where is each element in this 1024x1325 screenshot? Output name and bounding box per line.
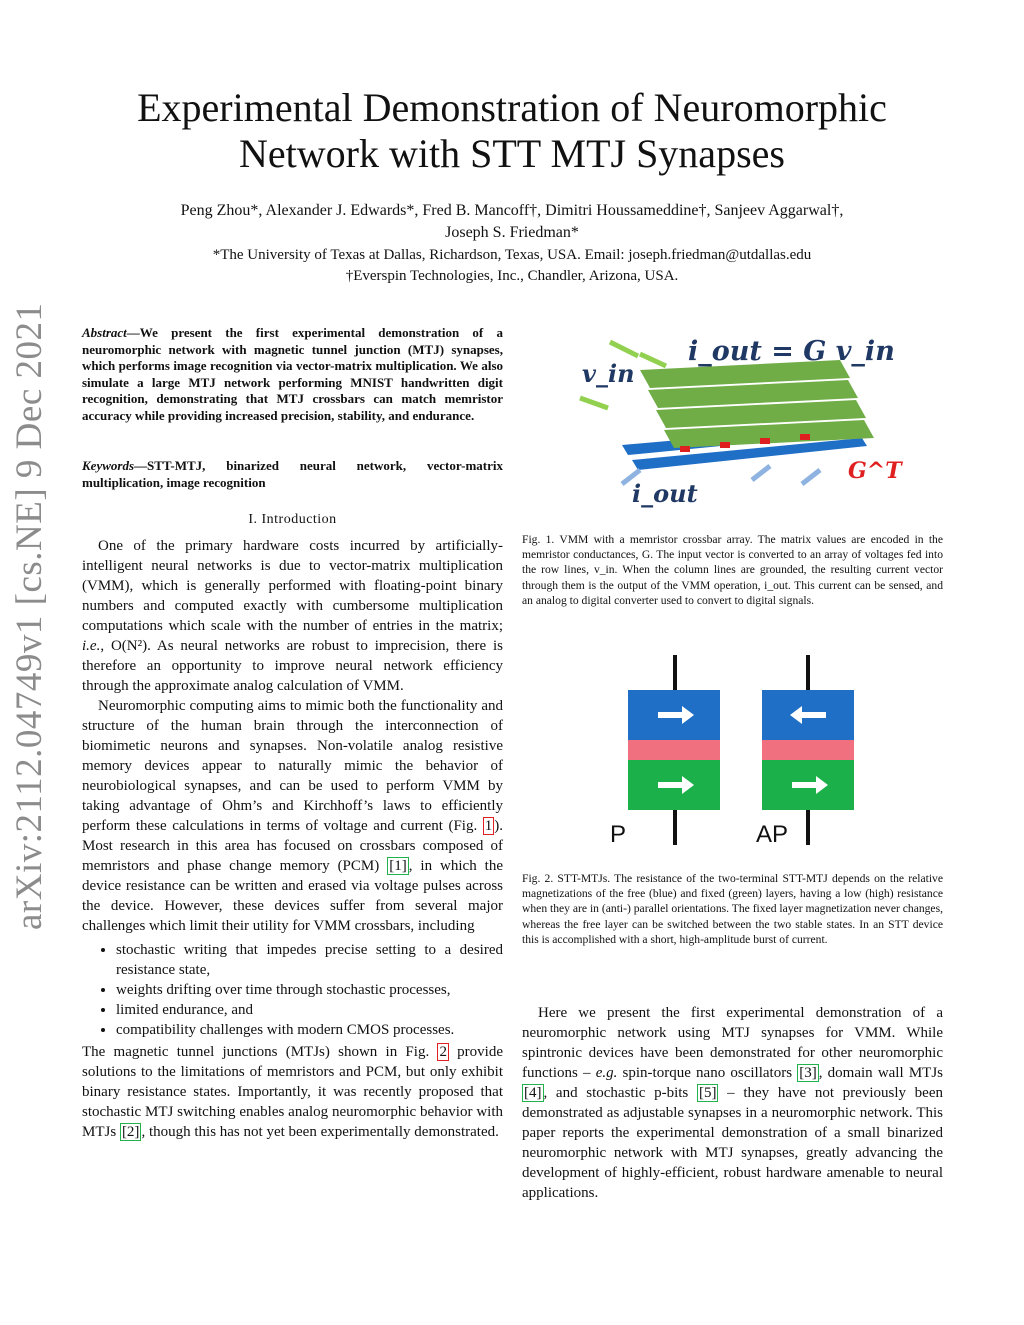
arrow-icon bbox=[580, 398, 608, 408]
label-ap: AP bbox=[756, 821, 789, 848]
intro-p1-text-b: , O(N²). As neural networks are robust to imprecision, there is therefore an opportunity to improve neural network efficiency through the approximate analog calculation of VMM. bbox=[82, 638, 503, 694]
abstract bbox=[82, 325, 503, 425]
authors-line-1: Peng Zhou*, Alexander J. Edwards*, Fred B. Mancoff†, Dimitri Houssameddine†, Sanjeev Aggarwal†, bbox=[180, 202, 844, 219]
arrow-icon bbox=[802, 470, 820, 484]
figure-2-stt-mtj-diagram bbox=[600, 650, 880, 855]
keywords-text: —STT-MTJ, binarized neural network, vector-matrix multiplication, image recognition bbox=[82, 458, 503, 490]
intro-paragraph-3 bbox=[82, 1042, 503, 1142]
arrow-icon bbox=[752, 466, 770, 480]
paper-title bbox=[100, 85, 924, 177]
fig1-reference-link[interactable]: 1 bbox=[484, 818, 493, 834]
label-p: P bbox=[610, 821, 627, 848]
figure-1-crossbar-diagram bbox=[570, 320, 902, 530]
mtj-antiparallel bbox=[756, 655, 854, 848]
citation-5-link[interactable]: [5] bbox=[698, 1085, 717, 1101]
title-line-1: Experimental Demonstration of Neuromorphic bbox=[137, 85, 887, 130]
list-item: • limited endurance, and bbox=[116, 1000, 503, 1020]
section-heading-introduction: I. Introduction bbox=[248, 512, 337, 527]
intro-p2-text-a: Neuromorphic computing aims to mimic both the functionality and structure of the human brain through the interconnection of biomimetic neurons and synapses. Non-volatile analog resistive memory devices appear to naturally mimic the behavior of neurobiological synapses, and can be used to perform VMM by taking advantage of Ohm’s and Kirchhoff’s laws to efficiently perform these calculations in terms of voltage and current (Fig. bbox=[82, 698, 503, 834]
right-p1-text-d: , and stochastic p-bits bbox=[543, 1085, 697, 1101]
introduction-body bbox=[82, 536, 503, 1142]
arxiv-identifier: arXiv:2112.04749v1 [cs.NE] 9 Dec 2021 bbox=[9, 302, 50, 930]
memristor bbox=[720, 442, 730, 448]
keywords-label: Keywords bbox=[82, 458, 134, 473]
memristor bbox=[760, 438, 770, 444]
citation-2-link[interactable]: [2] bbox=[121, 1124, 140, 1140]
arrow-icon bbox=[610, 342, 638, 356]
right-p1-text-e: – they have not previously been demonstrated as adjustable synapses in a neuromorphic network. This paper reports the experimental demonstration of a small binarized neuromorphic network with MTJ synapses, greatly advancing the development of highly-efficient, robust hardware amenable to neural applications. bbox=[522, 1085, 943, 1201]
fig1-iout-label: i_out bbox=[632, 479, 698, 508]
fig1-equation: i_out = G v_in bbox=[688, 336, 895, 367]
abstract-text: —We present the first experimental demonstration of a neuromorphic network with magnetic tunnel junction (MTJ) synapses, which performs image recognition via vector-matrix multiplication. We also simulate a large MTJ network performing MNIST handwritten digit recognition, demonstrating that MTJ crossbars can match memristor accuracy while providing increased precision, stability, and endurance. bbox=[82, 325, 503, 423]
mtj-ap-barrier bbox=[762, 740, 854, 760]
author-list bbox=[80, 200, 944, 244]
fig2-reference-link[interactable]: 2 bbox=[439, 1044, 447, 1060]
figure-1-caption: Fig. 1. VMM with a memristor crossbar array. The matrix values are encoded in the memristor conductances, G. The input vector is converted to an array of voltages fed into the row lines, v_in. When the column lines are grounded, the resulting current vector through them is the output of the VMM operation, i_out. This current can be sensed, and an analog to digital converter used to convert to digital signals. bbox=[522, 533, 943, 607]
figure-2-caption: Fig. 2. STT-MTJs. The resistance of the two-terminal STT-MTJ depends on the relative magnetizations of the free (blue) and fixed (green) layers, having a low (high) resistance when they are in (anti-) parallel orientations. The fixed layer magnetization never changes, whereas the free layer can be switched between the two stable states. In an STT device this is accomplished with a short, high-amplitude burst of current. bbox=[522, 872, 943, 946]
abstract-label: Abstract bbox=[82, 325, 127, 340]
right-p1-eg: e.g. bbox=[595, 1065, 618, 1081]
right-column-body bbox=[522, 1003, 943, 1203]
list-item: • compatibility challenges with modern CMOS processes. bbox=[116, 1020, 503, 1040]
list-item: • weights drifting over time through stochastic processes, bbox=[116, 980, 503, 1000]
right-p1-text-b: spin-torque nano oscillators bbox=[617, 1065, 798, 1081]
right-p1-text-c: , domain wall MTJs bbox=[818, 1065, 943, 1081]
challenges-list bbox=[82, 940, 503, 1040]
right-paragraph-1 bbox=[522, 1003, 943, 1203]
citation-4-link[interactable]: [4] bbox=[524, 1085, 542, 1101]
title-line-2: Network with STT MTJ Synapses bbox=[239, 131, 785, 176]
fig1-row-lines bbox=[640, 360, 874, 448]
keywords bbox=[82, 458, 503, 491]
affiliations bbox=[80, 245, 944, 287]
intro-p3-text-b: provide solutions to the limitations of memristors and PCM, but only exhibit binary resistance states. Importantly, it was recently proposed that stochastic MTJ switching enables analog neuromorphic behavior with MTJs bbox=[82, 1044, 503, 1140]
intro-p3-text-a: The magnetic tunnel junctions (MTJs) shown in Fig. bbox=[82, 1044, 438, 1060]
affiliation-1: *The University of Texas at Dallas, Richardson, Texas, USA. Email: joseph.friedman@utdallas.edu bbox=[212, 247, 812, 263]
mtj-parallel bbox=[610, 655, 720, 848]
intro-p3-text-c: , though this has not yet been experimentally demonstrated. bbox=[141, 1124, 499, 1140]
list-item: • stochastic writing that impedes precise setting to a desired resistance state, bbox=[116, 940, 503, 980]
intro-p1-text-a: One of the primary hardware costs incurred by artificially-intelligent neural networks is due to vector-matrix multiplication (VMM), which is generally performed with floating-point binary numbers and computed exactly with cumbersome multiplication computations which scale with the number of entries in the matrix; bbox=[82, 538, 503, 634]
intro-p2-text-b: ). Most research in this area has focused on crossbars composed of memristors and phase change memory (PCM) bbox=[82, 818, 503, 874]
arrow-icon bbox=[640, 354, 666, 366]
intro-paragraph-1 bbox=[82, 536, 503, 696]
memristor bbox=[800, 434, 810, 440]
intro-p1-ie: i.e. bbox=[82, 638, 101, 654]
fig1-vin-label: v_in bbox=[582, 359, 635, 388]
fig1-gt-label: G^T bbox=[848, 458, 902, 484]
authors-line-2: Joseph S. Friedman* bbox=[445, 224, 579, 241]
citation-1-link[interactable]: [1] bbox=[389, 858, 407, 874]
affiliation-2: †Everspin Technologies, Inc., Chandler, Arizona, USA. bbox=[345, 268, 679, 284]
intro-p2-text-c: , in which the device resistance can be written and erased via voltage pulses across the device. However, these devices suffer from several major challenges which limit their utility for VMM crossbars, including bbox=[82, 858, 503, 934]
citation-3-link[interactable]: [3] bbox=[799, 1065, 817, 1081]
memristor bbox=[680, 446, 690, 452]
right-p1-text-a: Here we present the first experimental demonstration of a neuromorphic network using MTJ synapses for VMM. While spintronic devices have been demonstrated for other neuromorphic functions – bbox=[522, 1005, 943, 1081]
intro-paragraph-2 bbox=[82, 696, 503, 936]
mtj-p-barrier bbox=[628, 740, 720, 760]
